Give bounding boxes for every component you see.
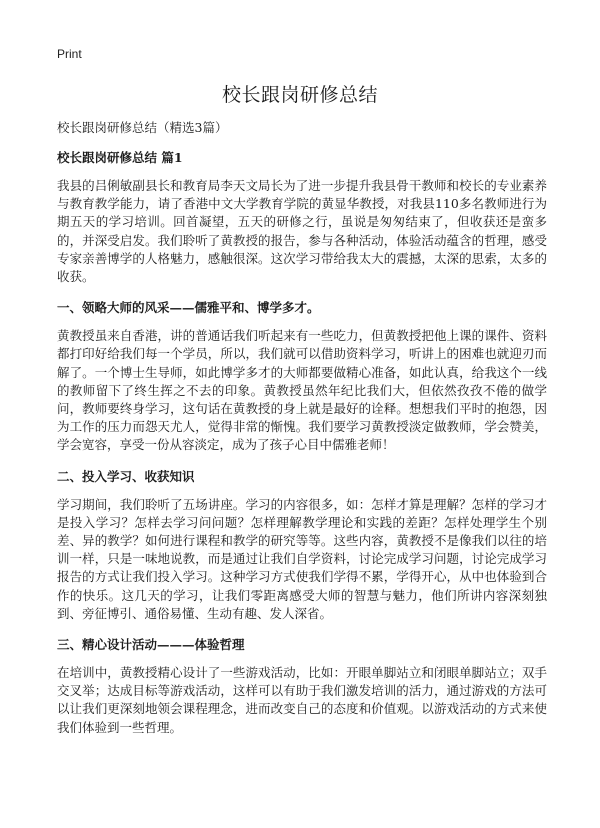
section-heading-2: 二、投入学习、收获知识 xyxy=(57,468,195,484)
print-link[interactable]: Print xyxy=(57,47,82,61)
document-subtitle: 校长跟岗研修总结（精选3篇） xyxy=(57,120,228,135)
page-title: 校长跟岗研修总结 xyxy=(221,84,378,106)
article-heading: 校长跟岗研修总结 篇1 xyxy=(57,150,183,165)
section-heading-3: 三、精心设计活动———体验哲理 xyxy=(57,637,245,653)
intro-paragraph: 我县的吕俐敏副县长和教育局李天文局长为了进一步提升我县骨干教师和校长的专业素养与教育教学能力，请了香港中文大学教育学院的黄显华教授，对我县110多名教师进行为期五天的学习培训。回首凝望，五天的研修之行，虽说是匆匆结束了，但收获还是蛮多的，并深受启发。我们聆听了黄教授的报告，参与各种活动，体验活动蕴含的哲理，感受专家亲善博学的人格魅力，感触很深。这次学习带给我太大的震撼，太深的思索，太多的收获。 xyxy=(57,178,547,285)
section-heading-1: 一、领略大师的风采——儒雅平和、博学多才。 xyxy=(57,300,320,316)
section-paragraph-3: 在培训中，黄教授精心设计了一些游戏活动，比如：开眼单脚站立和闭眼单脚站立；双手交叉举；达成目标等游戏活动，这样可以有助于我们激发培训的活力，通过游戏的方法可以让我们更深刻地领会课程理念，进而改变自己的态度和价值观。以游戏活动的方式来使我们体验到一些哲理。 xyxy=(57,665,547,735)
section-paragraph-1: 黄教授虽来自香港，讲的普通话我们听起来有一些吃力，但黄教授把他上课的课件、资料都打印好给我们每一个学员，所以，我们就可以借助资料学习，听讲上的困难也就迎刃而解了。一个博士生导师，如此博学多才的大师都要做精心准备，如此认真，给我这个一线的教师留下了终生挥之不去的印象。黄教授虽然年纪比我们大，但依然孜孜不倦的做学问，教师要终身学习，这句话在黄教授的身上就是最好的诠释。想想我们平时的抱怨，因为工作的压力而怨天尤人，觉得非常的惭愧。我们要学习黄教授淡定做教师，学会赞美，学会宽容，享受一份从容淡定，成为了孩子心目中儒雅老师！ xyxy=(57,328,547,453)
section-paragraph-2: 学习期间，我们聆听了五场讲座。学习的内容很多，如：怎样才算是理解？怎样的学习才是投入学习？怎样去学习问问题？怎样理解教学理论和实践的差距？怎样处理学生个别差、异的教学？如何进行课程和教学的研究等等。这些内容，黄教授不是像我们以往的培训一样，只是一味地说教，而是通过让我们自学资料，讨论完成学习问题，讨论完成学习报告的方式让我们投入学习。这种学习方式使我们学得不累，学得开心，从中也体验到合作的快乐。这几天的学习，让我们零距离感受大师的智慧与魅力，他们所讲内容深刻独到、旁征博引、通俗易懂、生动有趣、发人深省。 xyxy=(57,496,547,621)
article-body xyxy=(57,120,547,751)
